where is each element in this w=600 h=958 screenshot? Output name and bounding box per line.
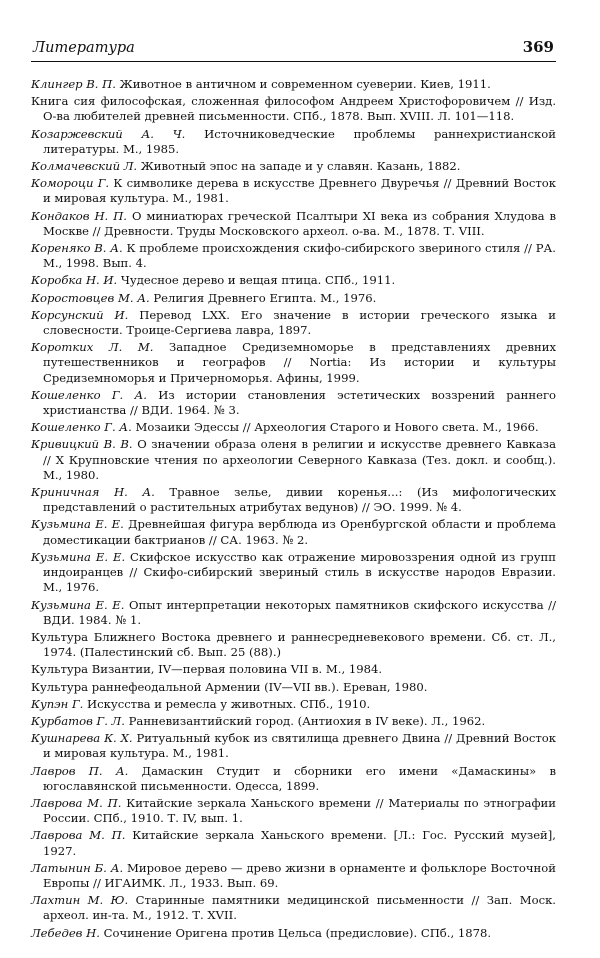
entry-text: Травное зелье, дивии коренья...: (Из мифологических представлений о растительных атрибутах ведунов) // ЭО. 1999. № 4. [43, 485, 556, 515]
entry-text: К проблеме происхождения скифо-сибирского звериного стиля // РА. М., 1998. Вып. 4. [43, 241, 556, 271]
entry-text: Китайские зеркала Ханьского времени // Материалы по этнографии России. СПб., 1910. Т. IV, вып. 1. [43, 795, 557, 826]
bibliography-entry [31, 209, 556, 239]
entry-text: Книга сия философская, сложенная философом Андреем Христофоровичем // Изд. О-ва любителей древней письменности. СПб., 1878. Вып. XVIII. Л. 101—118. [31, 94, 556, 124]
bibliography-entry [31, 159, 556, 174]
entry-author: Лавров П. А. [31, 763, 129, 778]
entry-author: Клингер В. П. [31, 77, 116, 91]
entry-text: О значении образа оленя в религии и искусстве древнего Кавказа // X Крупновские чтения по археологии Северного Кавказа (Тез. докл. и сообщ.). М., 1980. [43, 437, 557, 482]
entry-text: Старинные памятники медицинской письменности // Зап. Моск. археол. ин-та. М., 1912. Т. XVII. [43, 893, 556, 923]
entry-text: Ранневизантийский город. (Антиохия в IV веке). Л., 1962. [124, 713, 486, 728]
bibliography-list [31, 77, 556, 941]
entry-text: Дамаскин Студит и сборники его имени «Дамаскины» в югославянской письменности. Одесса, 1899. [43, 763, 556, 793]
bibliography-entry [31, 714, 556, 729]
bibliography-entry [31, 893, 556, 923]
page-number: 369 [522, 38, 554, 56]
entry-author: Кошеленко Г. А. [31, 387, 147, 402]
bibliography-entry [31, 517, 556, 547]
entry-author: Кривицкий В. В. [31, 437, 133, 452]
bibliography-entry [31, 127, 556, 157]
entry-text: Скифское искусство как отражение мировоззрения одной из групп индоиранцев // Скифо-сибирский звериный стиль в искусстве народов Евразии. М., 1976. [43, 549, 556, 595]
entry-author: Лебедев Н. [31, 925, 100, 940]
entry-text: Древнейшая фигура верблюда из Оренбургской области и проблема доместикации бактрианов // СА. 1963. № 2. [43, 517, 556, 547]
entry-text: Ритуальный кубок из святилища древнего Двина // Древний Восток и мировая культура. М., 1981. [43, 731, 557, 761]
entry-author: Коростовцев М. А. [31, 290, 150, 305]
entry-author: Кузьмина Е. Е. [31, 549, 126, 564]
entry-author: Корсунский И. [31, 307, 129, 322]
entry-text: Культура Ближнего Востока древнего и раннесредневекового времени. Сб. ст. Л., 1974. (Палестинский сб. Вып. 25 (88).) [31, 629, 556, 660]
entry-author: Коротких Л. М. [31, 340, 154, 355]
entry-text: Искусства и ремесла у животных. СПб., 1910. [83, 696, 371, 711]
section-title: Литература [33, 40, 135, 56]
entry-text: Животное в античном и современном суеверии. Киев, 1911. [115, 77, 491, 91]
entry-text: О миниатюрах греческой Псалтыри XI века из собрания Хлудова в Москве // Древности. Труды Московского археол. о-ва. М., 1878. Т. VIII. [43, 208, 556, 238]
bibliography-entry [31, 731, 556, 761]
bibliography-entry [31, 926, 556, 941]
entry-author: Кондаков Н. П. [31, 208, 127, 223]
bibliography-entry [31, 796, 556, 826]
bibliography-entry [31, 550, 556, 596]
entry-text: Культура раннефеодальной Армении (IV—VII вв.). Ереван, 1980. [31, 679, 428, 694]
bibliography-entry [31, 764, 556, 794]
entry-text: Из истории становления эстетических воззрений раннего христианства // ВДИ. 1964. № 3. [43, 387, 556, 418]
bibliography-entry [31, 77, 556, 92]
bibliography-entry [31, 176, 556, 206]
entry-text: Китайские зеркала Ханьского времени. [Л.: Гос. Русский музей], 1927. [43, 828, 556, 858]
bibliography-entry [31, 388, 556, 418]
entry-author: Купэн Г. [31, 696, 84, 711]
entry-text: Мозаики Эдессы // Археология Старого и Нового света. М., 1966. [131, 420, 539, 435]
entry-author: Колмачевский Л. [31, 159, 138, 174]
bibliography-entry [31, 273, 556, 288]
bibliography-entry [31, 241, 556, 271]
entry-text: Перевод LXX. Его значение в истории греческого языка и словесности. Троице-Сергиева лавра, 1897. [43, 307, 557, 338]
entry-text: Мировое дерево — древо жизни в орнаменте и фольклоре Восточной Европы // ИГАИМК. Л., 1933. Вып. 69. [43, 860, 556, 890]
bibliography-entry [31, 828, 556, 858]
entry-text: Опыт интерпретации некоторых памятников скифского искусства // ВДИ. 1984. № 1. [43, 597, 556, 627]
bibliography-entry [31, 861, 556, 891]
bibliography-entry [31, 680, 556, 695]
entry-author: Лаврова М. П. [31, 795, 122, 810]
bibliography-entry [31, 340, 556, 386]
bibliography-entry [31, 291, 556, 306]
entry-text: Религия Древнего Египта. М., 1976. [149, 290, 377, 305]
bibliography-entry [31, 598, 556, 628]
entry-author: Кошеленко Г. А. [31, 420, 132, 435]
entry-text: Чудесное дерево и вещая птица. СПб., 1911. [117, 273, 396, 288]
bibliography-entry [31, 485, 556, 515]
entry-author: Кузьмина Е. Е. [31, 517, 124, 532]
entry-author: Кореняко В. А. [31, 241, 123, 256]
entry-author: Латынин Б. А. [31, 860, 124, 875]
entry-text: К символике дерева в искусстве Древнего Двуречья // Древний Восток и мировая культура. М., 1981. [43, 176, 556, 206]
entry-author: Курбатов Г. Л. [31, 713, 125, 728]
entry-text: Сочинение Оригена против Цельса (предисловие). СПб., 1878. [99, 925, 492, 940]
bibliography-entry [31, 420, 556, 435]
bibliography-entry [31, 662, 556, 677]
entry-text: Животный эпос на западе и у славян. Казань, 1882. [137, 159, 461, 174]
entry-author: Лахтин М. Ю. [31, 893, 129, 908]
running-header [31, 38, 556, 62]
entry-author: Криничная Н. А. [31, 485, 155, 500]
entry-author: Козаржевский А. Ч. [31, 126, 186, 141]
entry-text: Культура Византии, IV—первая половина VII в. М., 1984. [31, 662, 383, 677]
bibliography-entry [31, 308, 556, 338]
entry-author: Кузьмина Е. Е. [31, 597, 125, 612]
entry-text: Источниковедческие проблемы раннехристианской литературы. М., 1985. [43, 126, 556, 156]
bibliography-entry [31, 630, 556, 660]
bibliography-entry [31, 697, 556, 712]
entry-text: Западное Средиземноморье в представлениях древних путешественников и географов // Nortia: Из истории и культуры Средиземноморья и Причерноморья. Афины, 1999. [43, 340, 556, 385]
entry-author: Комороци Г. [31, 176, 110, 191]
entry-author: Коробка Н. И. [31, 273, 118, 288]
entry-author: Лаврова М. П. [31, 828, 126, 843]
entry-author: Кушнарева К. Х. [31, 731, 133, 746]
bibliography-entry [31, 94, 556, 124]
bibliography-entry [31, 437, 556, 483]
